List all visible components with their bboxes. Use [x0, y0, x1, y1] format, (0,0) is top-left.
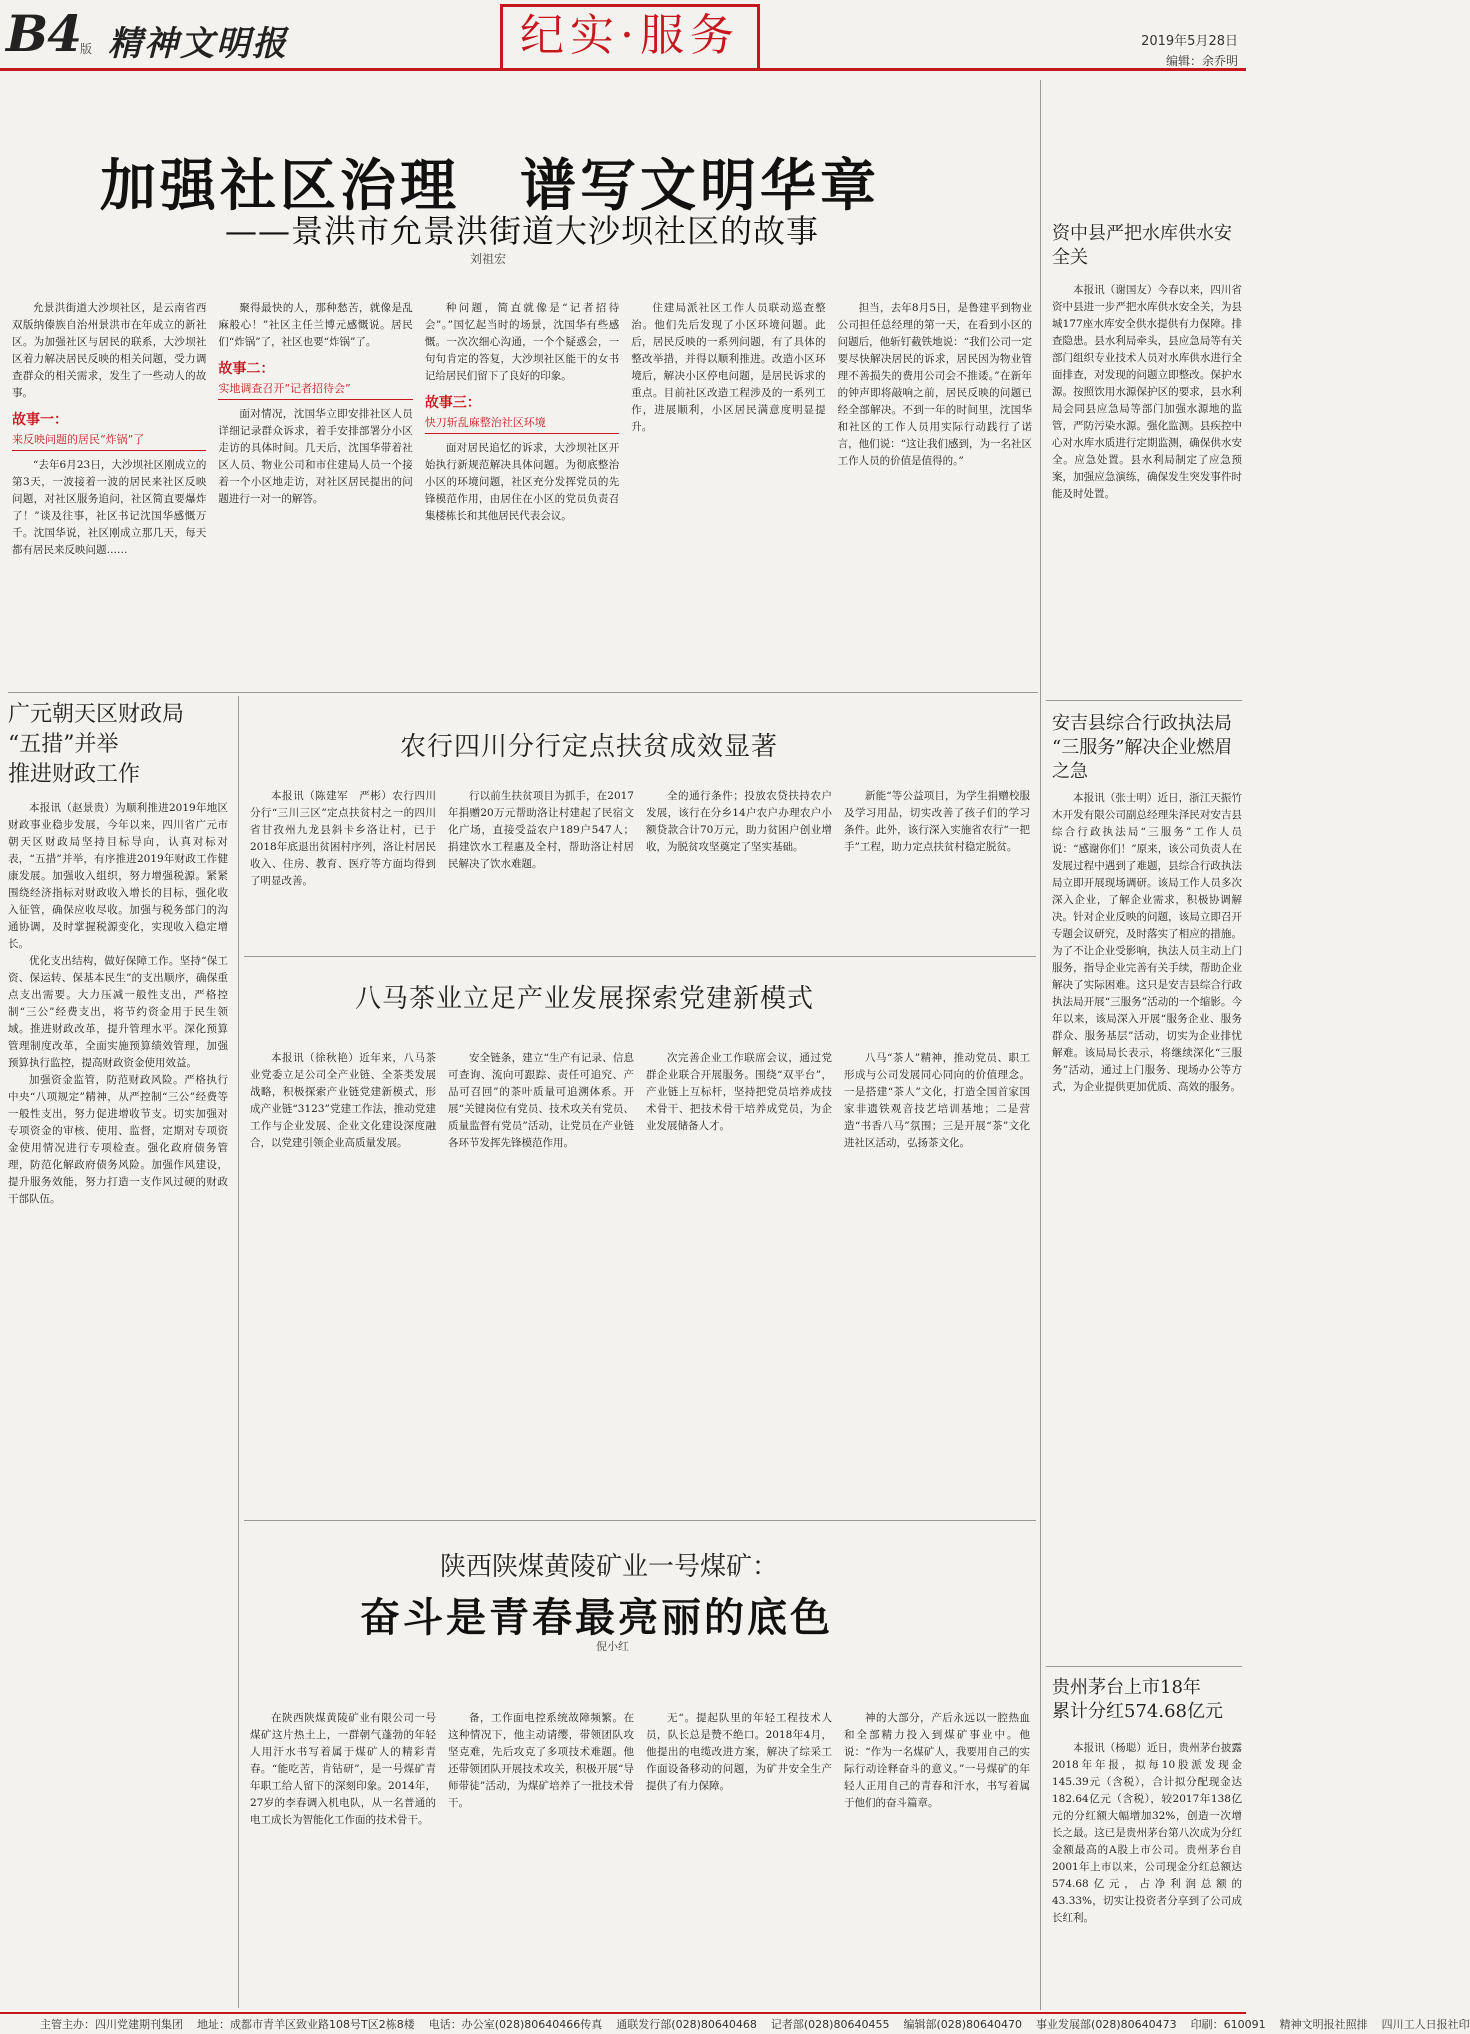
right-column-divider — [1040, 80, 1041, 2010]
section-divider — [244, 956, 1036, 957]
side-story-body — [1052, 1740, 1242, 2005]
editor-credit: 编辑：余乔明 — [1165, 54, 1238, 68]
story-column — [844, 1050, 1030, 1490]
paragraph: 本报讯（杨聪）近日，贵州茅台披露2018年年报，拟每10股派发现金145.39元（含税），合计拟分配现金达182.64亿元（含税），较2017年138亿元的分红额大幅增加32%，创造一次增长之最。这已是贵州茅台第八次成为分红金额最高的A股上市公司。贵州茅台自2001年上市以来，公司现金分红总额达574.68亿元，占净利润总额的43.33%，切实让投资者分享到了公司成长红利。 — [1052, 1742, 1242, 1924]
paragraph: 加强资金监管，防范财政风险。严格执行中央“八项规定”精神，从严控制“三公”经费等一般性支出，努力促进增收节支。切实加强对专项资金的审核、使用、监督，定期对专项资金使用情况进行专项检查。强化政府债务管理，防范化解政府债务风险。加强作风建设，提升服务效能，努力打造一支作风过硬的财政干部队伍。 — [8, 1074, 228, 1205]
left-story-body — [8, 800, 228, 2005]
story-column — [448, 1050, 634, 1490]
coal-story-body — [250, 1710, 1030, 2005]
story-column — [448, 788, 634, 938]
footer-item: 电话：办公室(028)80640466传真 — [428, 2018, 603, 2031]
side-story-title: 资中县严把水库供水安全关 — [1052, 223, 1232, 268]
story-column — [844, 788, 1030, 938]
main-story-author: 刘祖宏 — [470, 252, 507, 266]
side-story-title: 贵州茅台上市18年 累计分红574.68亿元 — [1052, 1677, 1223, 1722]
publication-date: 2019年5月28日 — [1141, 34, 1238, 49]
footer-item: 主管主办：四川党建期刊集团 — [40, 2018, 183, 2031]
side-divider — [1046, 700, 1242, 701]
story-column — [250, 1050, 436, 1490]
page-number: B4 — [6, 4, 82, 63]
side-divider — [1046, 1666, 1242, 1667]
coal-story-title: 奋斗是青春最亮丽的底色 — [360, 1594, 833, 1641]
main-story-column — [631, 300, 825, 680]
paragraph: 本报讯（谢国友）今春以来，四川省资中县进一步严把水库供水安全关，为县城177座水库安全供水提供有力保障。排查隐患。县水利局牵头，县应急局等有关部门组织专业技术人员对水库供水进行全面排查，对发现的问题立即整改。保护水源。按照饮用水源保护区的要求，县水利局会同县应急局等部门加强水源地的监管，严防污染水源。强化监测。县疾控中心对水库水质进行定期监测，确保供水安全。应急处置。县水利局制定了应急预案，加强应急演练，确保发生突发事件时能及时处置。 — [1052, 284, 1242, 500]
section-box — [500, 4, 760, 68]
paragraph: 允景洪街道大沙坝社区，是云南省西双版纳傣族自治州景洪市在年成立的新社区。为加强社区与居民的联系，大沙坝社区着力解决居民反映的相关问题，受力调查群众的相关需求，发生了一些动人的故事。 — [12, 302, 207, 399]
paper-name: 精神文明报 — [108, 24, 288, 64]
abc-story-body — [250, 788, 1030, 938]
page-suffix: 版 — [80, 42, 93, 56]
story-two-desc: 实地调查召开“记者招待会” — [218, 380, 412, 400]
paragraph: 行以前生扶贫项目为抓手，在2017年捐赠20万元帮助洛让村建起了民宿文化广场，直接受益农户189户547人；捐建饮水工程惠及全村，帮助洛让村居民解决了饮水难题。 — [448, 790, 634, 870]
paragraph: 无“。提起队里的年轻工程技术人员，队长总是赞不绝口。2018年4月，他提出的电缆改进方案，解决了综采工作面设备移动的问题，为矿井安全生产提供了有力保障。 — [646, 1712, 832, 1792]
side-story-title: 安吉县综合行政执法局 “三服务”解决企业燃眉之急 — [1052, 713, 1233, 782]
paragraph: 在陕西陕煤黄陵矿业有限公司一号煤矿这片热土上，一群朝气蓬勃的年轻人用汗水书写着属于煤矿人的精彩青春。“能吃苦，肯钻研”，是一号煤矿青年职工给人留下的深刻印象。2014年，27岁的李春调入机电队，从一名普通的电工成长为智能化工作面的技术骨干。 — [250, 1712, 436, 1826]
story-one-label: 故事一： — [12, 412, 68, 428]
side-story-body — [1052, 790, 1242, 1490]
paragraph: 全的通行条件；投放农贷扶持农户发展，该行在分乡14户农户办理农户小额贷款合计70万元，助力贫困户创业增收，为脱贫攻坚奠定了坚实基础。 — [646, 790, 832, 853]
story-three-label: 故事三： — [424, 395, 481, 411]
paragraph: 面对情况，沈国华立即安排社区人员详细记录群众诉求，着手安排部署分小区走访的具体时间。几天后，沈国华带着社区人员、物业公司和市住建局人员一个接着一个小区地走访，对社区居民提出的问题进行一对一的解答。 — [218, 408, 413, 505]
tea-story-title: 八马茶业立足产业发展探索党建新模式 — [355, 984, 815, 1014]
section-divider — [8, 692, 1038, 693]
paragraph: 面对居民追忆的诉求，大沙坝社区开始执行新规范解决具体问题。为彻底整治小区的环境问题，社区充分发挥党员的先锋模范作用，由居住在小区的党员负责召集楼栋长和其他居民代表会议。 — [424, 442, 620, 522]
story-column — [646, 788, 832, 938]
story-two-label: 故事二： — [218, 361, 275, 377]
story-one-desc: 来反映问题的居民“炸锅”了 — [12, 431, 206, 451]
footer — [0, 2012, 1470, 2034]
paragraph: 备，工作面电控系统故障频繁。在这种情况下，他主动请缨，带领团队攻坚克难，先后攻克了多项技术难题。他还带领团队开展技术攻关，积极开展“导师带徒”活动，为煤矿培养了一批技术骨干。 — [448, 1712, 634, 1809]
footer-item: 精神文明报社照排 — [1279, 2018, 1368, 2031]
footer-item: 印刷：610091 — [1190, 2018, 1266, 2031]
footer-item: 通联发行部(028)80640468 — [616, 2018, 757, 2031]
paragraph: “去年6月23日，大沙坝社区刚成立的第3天，一波接着一波的居民来社区反映问题，对社区服务追问，社区简直要爆炸了！”谈及往事，社区书记沈国华感慨万千。沈国华说，社区刚成立那几天，每天都有居民来反映问题…… — [12, 459, 207, 556]
story-column — [646, 1710, 832, 2005]
paragraph: 本报讯（赵景贵）为顺利推进2019年地区财政事业稳步发展，今年以来，四川省广元市朝天区财政局坚持目标导向，认真对标对表，“五措”并举，有序推进2019年财政工作健康发展。加强收入组织，努力增强税源。紧紧围绕经济指标对财政收入增长的目标，强化收入征管，确保应收尽收。加强与税务部门的沟通协调，及时掌握税源变化，实现收入稳定增长。 — [8, 802, 228, 950]
footer-item: 四川工人日报社印 — [1381, 2018, 1470, 2031]
paragraph: 次完善企业工作联席会议，通过党群企业联合开展服务。围绕“双平台”，产业链上互标杆，坚持把党员培养成技术骨干、把技术骨干培养成党员，为企业发展储备人才。 — [646, 1052, 832, 1132]
footer-item: 记者部(028)80640455 — [770, 2018, 890, 2031]
masthead-rule — [0, 68, 1246, 71]
tea-story-body — [250, 1050, 1030, 1490]
masthead — [0, 0, 1246, 72]
main-story-column — [12, 300, 206, 680]
paragraph: 神的大部分，产后永远以一腔热血和全部精力投入到煤矿事业中。他说：“作为一名煤矿人，我要用自己的实际行动诠释奋斗的意义。”一号煤矿的年轻人正用自己的青春和汗水，书写着属于他们的奋斗篇章。 — [844, 1712, 1030, 1809]
main-story-body — [12, 300, 1032, 680]
story-column — [250, 788, 436, 938]
section-divider — [244, 1520, 1036, 1521]
story-column — [448, 1710, 634, 2005]
paragraph: 新能“等公益项目，为学生捐赠校服及学习用品，切实改善了孩子们的学习条件。此外，该行深入实施省农行“一把手”工程，助力定点扶贫村稳定脱贫。 — [844, 790, 1030, 853]
main-story-title: 加强社区治理 谱写文明华章 — [100, 153, 880, 219]
paragraph: 种问题，简直就像是“记者招待会”。”国忆起当时的场景，沈国华有些感慨。一次次细心沟通，一个个疑惑会，一句句肯定的答复，大沙坝社区能干的女书记给居民们留下了良好的印象。 — [424, 302, 620, 382]
paragraph: 本报讯（陈建军 严彬）农行四川分行“三川三区”定点扶贫村之一的四川省甘孜州九龙县斜卡乡洛让村，已于2018年底退出贫困村序列，洛让村居民收入、住房、教育、医疗等方面均得到了明显改善。 — [250, 790, 436, 887]
left-story-title: 广元朝天区财政局 “五措”并举 推进财政工作 — [8, 702, 185, 787]
story-column — [646, 1050, 832, 1490]
story-three-desc: 快刀斩乱麻整治社区环境 — [425, 414, 619, 434]
paragraph: 住建局派社区工作人员联动巡查整治。他们先后发现了小区环境问题。此后，居民反映的一系列问题，有了具体的整改举措，并得以顺利推进。改造小区环境后，解决小区停电问题，是居民诉求的重点。目前社区改造工程涉及的一系列工作，进展顺利，小区居民满意度明显提升。 — [631, 302, 826, 433]
main-story-subtitle: ——景洪市允景洪街道大沙坝社区的故事 — [225, 212, 820, 250]
coal-story-author: 倪小红 — [596, 1640, 629, 1653]
abc-story-title: 农行四川分行定点扶贫成效显著 — [400, 732, 779, 762]
paragraph: 担当，去年8月5日，是鲁建平到物业公司担任总经理的第一天，在看到小区的问题后，他斩钉截铁地说：“我们公司一定要尽快解决居民的诉求，居民因为物业管理不善损失的费用公司会不推诿。”在新年的钟声即将敲响之前，居民反映的问题已经全部解决。不到一年的时间里，沈国华和社区的工作人员用实际行动践行了诺言，他们说：“这让我们感到，为一名社区工作人员的价值是值得的。” — [837, 302, 1033, 467]
paragraph: 八马“茶人”精神，推动党员、职工形成与公司发展同心同向的价值理念。一是搭建“茶人”文化，打造全国首家国家非遗铁观音技艺培训基地；二是营造“书香八马”氛围；三是开展“茶”文化进社区活动，弘扬茶文化。 — [844, 1052, 1030, 1149]
paragraph: 本报讯（徐秋艳）近年来，八马茶业党委立足公司全产业链、全茶类发展战略，积极探索产业链党建新模式，形成产业链“3123”党建工作法，推动党建工作与企业发展、企业文化建设深度融合，以党建引领企业高质量发展。 — [250, 1052, 436, 1149]
main-story-column — [425, 300, 619, 680]
footer-item: 编辑部(028)80640470 — [903, 2018, 1023, 2031]
story-column — [844, 1710, 1030, 2005]
paragraph: 优化支出结构，做好保障工作。坚持“保工资、保运转、保基本民生”的支出顺序，确保重点支出需要。大力压减一般性支出，严格控制“三公”经费支出，将节约资金用于民生领域。推进财政改革，提升管理水平。深化预算管理制度改革，全面实施预算绩效管理，加强预算执行监控，提高财政资金使用效益。 — [8, 955, 228, 1069]
footer-item: 地址：成都市青羊区致业路108号T区2栋8楼 — [197, 2018, 415, 2031]
left-column-divider — [238, 696, 239, 2008]
footer-item: 事业发展部(028)80640473 — [1036, 2018, 1177, 2031]
side-story-body — [1052, 282, 1242, 662]
section-title: 纪实·服务 — [520, 10, 740, 61]
main-story-column — [838, 300, 1032, 680]
paragraph: 安全链条，建立“生产有记录、信息可查询、流向可跟踪、责任可追究、产品可召回”的茶叶质量可追溯体系。开展“关键岗位有党员、技术攻关有党员、质量监督有党员”活动，让党员在产业链各环节发挥先锋模范作用。 — [448, 1052, 634, 1149]
paragraph: 本报讯（张士明）近日，浙江天振竹木开发有限公司副总经理朱泽民对安吉县综合行政执法局“三服务”工作人员说：“感谢你们！”原来，该公司负责人在发展过程中遇到了难题，县综合行政执法局立即开展现场调研。该局工作人员多次深入企业，了解企业需求，积极协调解决。针对企业反映的问题，该局立即召开专题会议研究，及时落实了相应的措施。为了不让企业受影响，执法人员主动上门服务，指导企业完善有关手续，帮助企业解决了实际困难。这只是安吉县综合行政执法局开展“三服务”活动的一个缩影。今年以来，该局深入开展“服务企业、服务群众、服务基层”活动，切实为企业排忧解难。该局局长表示，将继续深化“三服务”活动，通过上门服务、现场办公等方式，为企业提供更加优质、高效的服务。 — [1052, 792, 1242, 1093]
main-story-column — [218, 300, 412, 680]
coal-story-kicker: 陕西陕煤黄陵矿业一号煤矿： — [440, 1552, 779, 1582]
story-column — [250, 1710, 436, 2005]
paragraph: 聚得最快的人，那种愁苦，就像是乱麻般心！”社区主任兰博元感慨说。居民们“炸锅”了，社区也要“炸锅”了。 — [218, 302, 413, 348]
